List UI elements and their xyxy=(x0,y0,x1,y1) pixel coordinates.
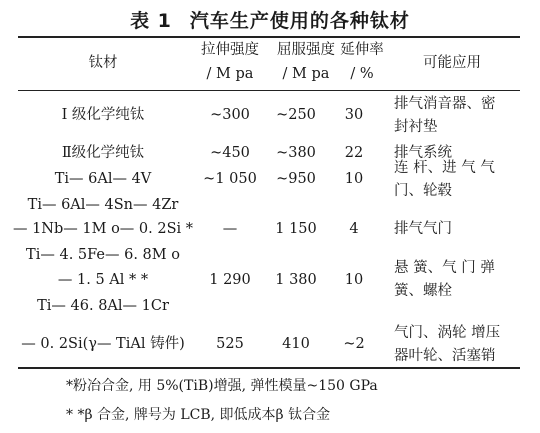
application-cell: 悬 簧、气 门 弹 xyxy=(394,260,495,276)
elongation-cell: 10 xyxy=(344,272,364,288)
elongation-cell: 30 xyxy=(344,107,364,123)
material-cell: Ⅰ 级化学纯钛 xyxy=(61,107,145,123)
elongation-cell: 22 xyxy=(344,145,364,161)
application-cell: 气门、涡轮 增压 xyxy=(394,325,501,341)
application-cell: 排气系统 xyxy=(394,145,452,161)
header-yield-unit: / M pa xyxy=(282,66,330,82)
header-application: 可能应用 xyxy=(423,55,481,71)
application-cell-line2: 簧、螺栓 xyxy=(394,283,452,299)
yield-cell: 1 150 xyxy=(275,221,317,237)
application-cell: 排气气门 xyxy=(394,221,452,237)
material-cell: Ti— 6Al— 4V xyxy=(54,171,152,187)
header-elongation-unit: / % xyxy=(350,66,374,82)
material-cell: Ti— 4. 5Fe— 6. 8M o xyxy=(26,247,180,263)
tensile-cell: — xyxy=(222,221,238,237)
application-cell-line2: 器叶轮、活塞销 xyxy=(394,348,496,364)
tensile-cell: 525 xyxy=(216,336,244,352)
footnote-1: *粉冶合金, 用 5%(TiB)增强, 弹性模量~150 GPa xyxy=(66,378,378,394)
yield-cell: ~250 xyxy=(276,107,316,123)
application-cell-line2: 封衬垫 xyxy=(394,119,438,135)
header-rule xyxy=(18,90,520,91)
tensile-cell: ~300 xyxy=(210,107,250,123)
header-elongation: 延伸率 xyxy=(340,42,384,58)
material-cell-line2: — 0. 2Si(γ— TiAl 铸件) xyxy=(21,336,185,352)
footnote-2: * *β 合金, 牌号为 LCB, 即低成本β 钛合金 xyxy=(66,407,331,423)
header-yield: 屈服强度 xyxy=(277,42,335,58)
top-rule xyxy=(18,36,520,38)
application-cell-line2: 门、轮毂 xyxy=(394,183,452,199)
table-title xyxy=(0,6,540,33)
elongation-cell: 4 xyxy=(349,221,359,237)
tensile-cell: 1 290 xyxy=(209,272,251,288)
yield-cell: ~950 xyxy=(276,171,316,187)
material-cell: Ⅱ级化学纯钛 xyxy=(61,145,145,161)
yield-cell: 410 xyxy=(282,336,310,352)
material-cell: Ti— 46. 8Al— 1Cr xyxy=(37,298,169,314)
application-cell: 排气消音器、密 xyxy=(394,96,496,112)
table-caption: 汽车生产使用的各种钛材 xyxy=(189,10,410,32)
tensile-cell: ~1 050 xyxy=(203,171,257,187)
material-cell-line2: — 1Nb— 1M o— 0. 2Si * xyxy=(12,221,194,237)
table-number: 表 1 xyxy=(130,10,172,32)
yield-cell: 1 380 xyxy=(275,272,317,288)
tensile-cell: ~450 xyxy=(210,145,250,161)
material-cell-line2: — 1. 5 Al * * xyxy=(57,272,149,288)
application-cell: 连 杆、进 气 气 xyxy=(394,160,495,176)
header-tensile: 拉伸强度 xyxy=(201,42,259,58)
elongation-cell: ~2 xyxy=(343,336,365,352)
header-material: 钛材 xyxy=(88,55,118,71)
header-tensile-unit: / M pa xyxy=(206,66,254,82)
yield-cell: ~380 xyxy=(276,145,316,161)
bottom-rule xyxy=(18,367,520,369)
elongation-cell: 10 xyxy=(344,171,364,187)
material-cell: Ti— 6Al— 4Sn— 4Zr xyxy=(27,197,179,213)
